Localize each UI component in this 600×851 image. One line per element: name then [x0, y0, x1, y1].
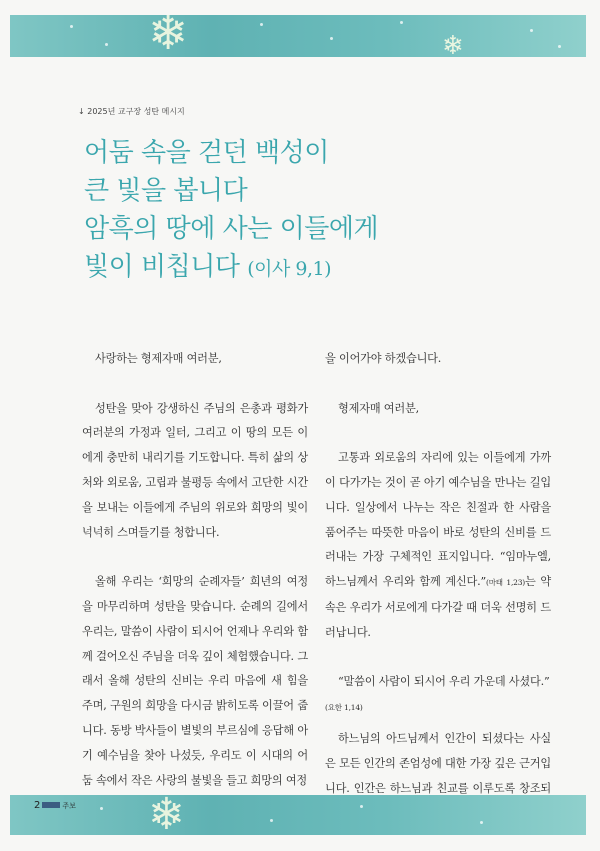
body-paragraph: 하느님의 아드님께서 인간이 되셨다는 사실은 모든 인간의 존엄성에 대한 가장 깊은 근거입니다. 인간은 하느님과 친교를 이루도록 창조되 [325, 731, 551, 795]
body-text: 는 약속은 우리가 서로에게 다가갈 때 더욱 선명히 드러납니다. [325, 575, 551, 639]
quote-paragraph [325, 670, 551, 721]
left-column [82, 347, 308, 818]
page-number-value: 2 [34, 800, 41, 811]
body-paragraph: 을 이어가야 하겠습니다. [325, 352, 442, 365]
citation: (마태 1,23) [486, 578, 526, 588]
body-paragraph: 올해 우리는 ‘희망의 순례자들’ 희년의 여정을 마무리하며 성탄을 맞습니다. 순례의 길에서 우리는, 말씀이 사람이 되시어 언제나 우리와 함께 걸어오신 주님을 더욱 깊이 체험했습니다. 그래서 올해 성탄의 신비는 우리 마음에 새 힘을 주며, 구원의 희망을 다시금 밝히도록 이끌어 줍니다. 동방 박사들이 별빛의 부르심에 응답해 아기 예수님을 찾아 나섰듯, 우리도 이 시대의 어둠 속에서 작은 사랑의 불빛을 들고 희망의 여정 [82, 575, 308, 787]
header-arrow-icon: ↓ [78, 107, 85, 116]
header-label [78, 106, 185, 117]
page-title [84, 134, 524, 288]
title-line-4 [84, 248, 524, 288]
body-paragraph [325, 446, 551, 645]
title-line-3: 암흑의 땅에 사는 이들에게 [84, 214, 379, 244]
page-number [34, 800, 76, 811]
title-line-4-text: 빛이 비칩니다 [84, 252, 240, 282]
snowflake-icon: ❄ [148, 15, 189, 57]
right-column [325, 347, 551, 851]
citation: (요한 1,14) [325, 703, 363, 713]
greeting-paragraph: 사랑하는 형제자매 여러분, [95, 352, 222, 365]
page-label: 주보 [62, 802, 76, 810]
snowflake-icon: ❄ [442, 31, 464, 57]
greeting-paragraph: 형제자매 여러분, [338, 401, 419, 415]
title-line-2: 큰 빛을 봅니다 [84, 176, 248, 206]
title-line-1: 어둠 속을 걷던 백성이 [84, 138, 329, 168]
top-banner [10, 15, 586, 57]
header-text: 2025년 교구장 성탄 메시지 [87, 107, 185, 116]
bottom-banner [10, 795, 586, 835]
page-bar-mark [42, 802, 60, 808]
body-paragraph: 성탄을 맞아 강생하신 주님의 은총과 평화가 여러분의 가정과 일터, 그리고 이 땅의 모든 이에게 충만히 내리기를 기도합니다. 특히 삶의 상처와 외로움, 고립과 불평등 속에서 고단한 시간을 보내는 이들에게 주님의 위로와 희망의 빛이 넉넉히 스며들기를 청합니다. [82, 401, 308, 539]
snowflake-icon: ❄ [148, 795, 185, 835]
title-reference: (이사 9,1) [247, 258, 332, 280]
quote-text: “말씀이 사람이 되시어 우리 가운데 사셨다.” [338, 675, 550, 689]
body-text: 고통과 외로움의 자리에 있는 이들에게 가까이 다가가는 것이 곧 아기 예수님을 만나는 길입니다. 일상에서 나누는 작은 친절과 한 사람을 품어주는 따뜻한 마음이 바로 성탄의 신비를 드러내는 가장 구체적인 표지입니다. “임마누엘, 하느님께서 우리와 함께 계신다.” [325, 451, 551, 589]
